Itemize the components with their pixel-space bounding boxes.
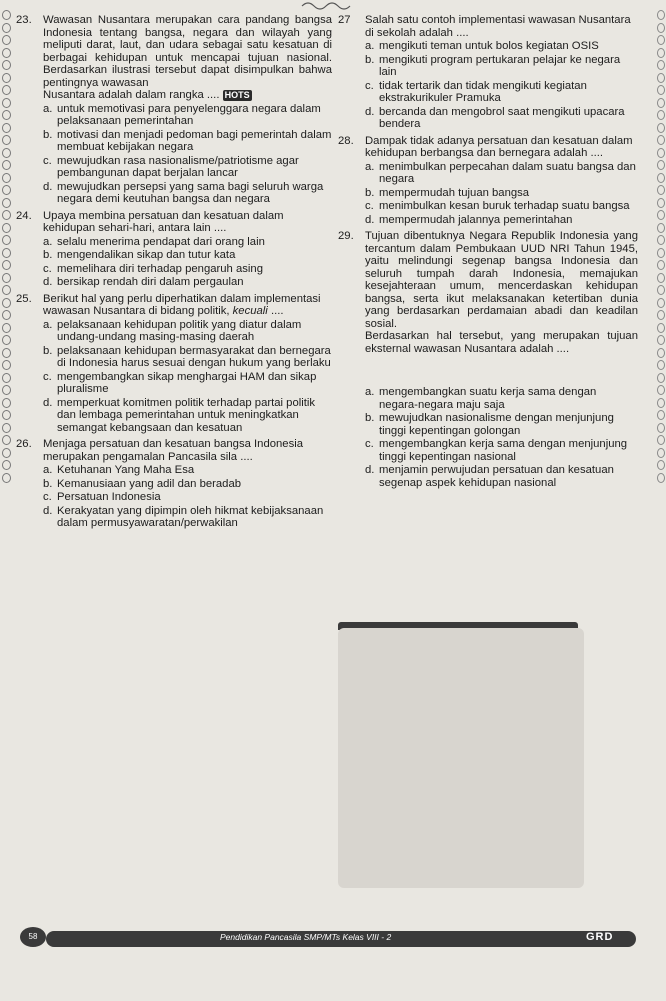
binding-ring <box>2 60 11 70</box>
binding-ring <box>2 185 11 195</box>
binding-ring <box>2 285 11 295</box>
binding-ring <box>657 398 665 408</box>
question-stem-end: Nusantara adalah dalam rangka .... <box>43 89 220 101</box>
question-number: 23. <box>16 14 32 26</box>
option-b[interactable]: b. Kemanusiaan yang adil dan beradab <box>43 477 242 490</box>
binding-ring <box>657 160 665 170</box>
right-column <box>338 14 638 493</box>
binding-ring <box>2 435 11 445</box>
option-a[interactable]: a. mengembangkan suatu kerja sama dengan negara-negara maju saja <box>365 386 597 411</box>
binding-ring <box>657 435 665 445</box>
binding-ring <box>657 460 665 470</box>
binding-ring <box>657 110 665 120</box>
binding-ring <box>2 23 11 33</box>
binding-ring <box>657 223 665 233</box>
binding-ring <box>657 260 665 270</box>
binding-ring <box>657 235 665 245</box>
header-ornament <box>300 2 360 10</box>
question-number: 29. <box>338 230 354 242</box>
question-28 <box>338 135 638 227</box>
binding-ring <box>657 60 665 70</box>
question-stem: Dampak tidak adanya persatuan dan kesatuan dalam kehidupan berbangsa dan bernegara adalah .... <box>365 134 633 159</box>
binding-ring <box>2 110 11 120</box>
binding-ring <box>657 360 665 370</box>
footer-title: Pendidikan Pancasila SMP/MTs Kelas VIII - 2 <box>220 932 392 942</box>
binding-ring <box>2 385 11 395</box>
option-a[interactable]: a. pelaksanaan kehidupan politik yang diatur dalam undang-undang masing-masing daerah <box>43 318 302 343</box>
question-stem-end: .... <box>270 305 284 317</box>
binding-ring <box>2 148 11 158</box>
option-d[interactable]: d. mempermudah jalannya pemerintahan <box>365 213 573 226</box>
option-b[interactable]: b. mengendalikan sikap dan tutur kata <box>43 249 236 261</box>
option-c[interactable]: c. Persatuan Indonesia <box>43 491 161 503</box>
binding-ring <box>657 385 665 395</box>
binding-ring <box>657 210 665 220</box>
option-c[interactable]: c. tidak tertarik dan tidak mengikuti kegiatan ekstrakurikuler Pramuka <box>365 79 587 104</box>
option-b[interactable]: b. pelaksanaan kehidupan bermasyarakat dan bernegara di Indonesia harus sesuai dengan hukum yang berlaku <box>43 344 331 369</box>
option-a[interactable]: a. mengikuti teman untuk bolos kegiatan OSIS <box>365 40 599 52</box>
binding-ring <box>2 235 11 245</box>
binding-ring <box>2 35 11 45</box>
binding-ring <box>657 173 665 183</box>
option-c[interactable]: c. mewujudkan rasa nasionalisme/patriotisme agar pembangunan dapat berjalan lancar <box>43 154 299 179</box>
binding-ring <box>2 135 11 145</box>
binding-ring <box>2 173 11 183</box>
option-b[interactable]: b. motivasi dan menjadi pedoman bagi pemerintah dalam membuat kebijakan negara <box>43 128 332 153</box>
binding-ring <box>2 460 11 470</box>
binding-ring <box>657 10 665 20</box>
option-c[interactable]: c. menimbulkan kesan buruk terhadap suatu bangsa <box>365 200 630 212</box>
question-24 <box>16 210 332 289</box>
shaded-box <box>338 628 584 888</box>
binding-ring <box>657 185 665 195</box>
binding-ring <box>2 360 11 370</box>
binding-ring <box>2 473 11 483</box>
page-footer <box>20 927 640 949</box>
binding-ring <box>2 323 11 333</box>
binding-ring <box>2 448 11 458</box>
option-a[interactable]: a. selalu menerima pendapat dari orang lain <box>43 235 265 248</box>
left-binding <box>0 10 14 910</box>
binding-ring <box>657 423 665 433</box>
binding-ring <box>657 148 665 158</box>
binding-ring <box>657 410 665 420</box>
binding-ring <box>657 73 665 83</box>
question-number: 24. <box>16 209 32 222</box>
binding-ring <box>657 285 665 295</box>
binding-ring <box>657 448 665 458</box>
binding-ring <box>2 48 11 58</box>
option-b[interactable]: b. mengikuti program pertukaran pelajar ke negara lain <box>365 53 621 78</box>
binding-ring <box>2 198 11 208</box>
binding-ring <box>657 373 665 383</box>
binding-ring <box>2 273 11 283</box>
binding-ring <box>2 85 11 95</box>
option-b[interactable]: b. mewujudkan nasionalisme dengan menjunjung tinggi kepentingan golongan <box>365 412 614 437</box>
question-stem: Salah satu contoh implementasi wawasan Nusantara di sekolah adalah .... <box>365 14 631 39</box>
question-stem: Tujuan dibentuknya Negara Republik Indonesia yang tercantum dalam Pembukaan UUD NRI Tahun 1945, yaitu melindungi segenap bangsa Indonesia dan seluruh tumpah darah Indonesia, memajukan kesejahteraan umum, mencerdaskan kehidupan bangsa, serta ikut melaksanakan ketertiban dunia yang berdasarkan perdamaian abadi dan keadilan sosial. <box>365 230 638 330</box>
binding-ring <box>2 410 11 420</box>
binding-ring <box>2 335 11 345</box>
binding-ring <box>657 298 665 308</box>
binding-ring <box>657 310 665 320</box>
publisher-logo: GRD <box>586 931 614 943</box>
binding-ring <box>2 260 11 270</box>
page-number: 58 <box>20 927 46 947</box>
binding-ring <box>2 373 11 383</box>
option-a[interactable]: a. menimbulkan perpecahan dalam suatu bangsa dan negara <box>365 160 636 185</box>
question-number: 26. <box>16 438 32 450</box>
option-c[interactable]: c. mengembangkan kerja sama dengan menjunjung tinggi kepentingan nasional <box>365 438 628 463</box>
right-binding <box>654 10 666 910</box>
binding-ring <box>657 85 665 95</box>
option-c[interactable]: c. mengembangkan sikap menghargai HAM dan sikap pluralisme <box>43 370 317 395</box>
question-stem: Upaya membina persatuan dan kesatuan dalam kehidupan sehari-hari, antara lain .... <box>43 209 284 234</box>
binding-ring <box>2 98 11 108</box>
binding-ring <box>2 210 11 220</box>
binding-ring <box>2 398 11 408</box>
question-25 <box>16 293 332 435</box>
binding-ring <box>2 223 11 233</box>
question-stem: Menjaga persatuan dan kesatuan bangsa Indonesia merupakan pengamalan Pancasila sila .... <box>43 438 304 463</box>
binding-ring <box>657 135 665 145</box>
binding-ring <box>2 310 11 320</box>
binding-ring <box>2 423 11 433</box>
binding-ring <box>657 23 665 33</box>
binding-ring <box>657 35 665 45</box>
binding-ring <box>657 248 665 258</box>
question-number: 28. <box>338 134 354 147</box>
binding-ring <box>657 323 665 333</box>
binding-ring <box>2 160 11 170</box>
spacer <box>365 355 638 385</box>
binding-ring <box>657 98 665 108</box>
question-stem: Wawasan Nusantara merupakan cara pandang bangsa Indonesia tentang bangsa, negara dan wilayah yang meliputi darat, laut, dan udara sebagai satu kesatuan di berbagai kehidupan untuk mencapai tujuan nasional. Berdasarkan ilustrasi tersebut dapat disimpulkan bahwa pentingnya wawasan <box>43 14 332 89</box>
option-c[interactable]: c. memelihara diri terhadap pengaruh asing <box>43 262 263 275</box>
binding-ring <box>657 348 665 358</box>
binding-ring <box>2 10 11 20</box>
option-d[interactable]: d. bersikap rendah diri dalam pergaulan <box>43 276 244 288</box>
option-d[interactable]: d. mewujudkan persepsi yang sama bagi seluruh warga negara demi keutuhan bangsa dan negara <box>43 180 324 205</box>
option-b[interactable]: b. mempermudah tujuan bangsa <box>365 186 530 199</box>
option-d[interactable]: d. memperkuat komitmen politik terhadap partai politik dan lembaga pemerintahan untuk meningkatkan semangat kebangsaan dan kesatuan <box>43 396 316 434</box>
question-stem-italic: kecuali <box>232 305 268 317</box>
binding-ring <box>657 48 665 58</box>
option-d[interactable]: d. Kerakyatan yang dipimpin oleh hikmat kebijaksanaan dalam permusyawaratan/perwakilan <box>43 504 324 529</box>
binding-ring <box>2 298 11 308</box>
question-23 <box>16 14 332 206</box>
question-stem-2: Berdasarkan hal tersebut, yang merupakan tujuan eksternal wawasan Nusantara adalah .... <box>365 330 638 355</box>
question-stem: Berikut hal yang perlu diperhatikan dalam implementasi wawasan Nusantara di bidang politik, <box>43 292 321 317</box>
question-26 <box>16 438 332 530</box>
option-d[interactable]: d. menjamin perwujudan persatuan dan kesatuan segenap aspek kehidupan nasional <box>365 464 614 489</box>
question-number: 27 <box>338 14 351 26</box>
binding-ring <box>657 473 665 483</box>
binding-ring <box>657 335 665 345</box>
question-number: 25. <box>16 292 32 305</box>
binding-ring <box>657 123 665 133</box>
binding-ring <box>2 348 11 358</box>
question-27 <box>338 14 638 131</box>
option-a[interactable]: a. Ketuhanan Yang Maha Esa <box>43 464 195 476</box>
binding-ring <box>2 248 11 258</box>
binding-ring <box>657 198 665 208</box>
hots-badge: HOTS <box>224 90 250 100</box>
binding-ring <box>657 273 665 283</box>
left-column <box>16 14 332 534</box>
binding-ring <box>2 123 11 133</box>
option-d[interactable]: d. bercanda dan mengobrol saat mengikuti upacara bendera <box>365 105 625 130</box>
option-a[interactable]: a. untuk memotivasi para penyelenggara negara dalam pelaksanaan pemerintahan <box>43 102 321 127</box>
question-29 <box>338 230 638 489</box>
binding-ring <box>2 73 11 83</box>
